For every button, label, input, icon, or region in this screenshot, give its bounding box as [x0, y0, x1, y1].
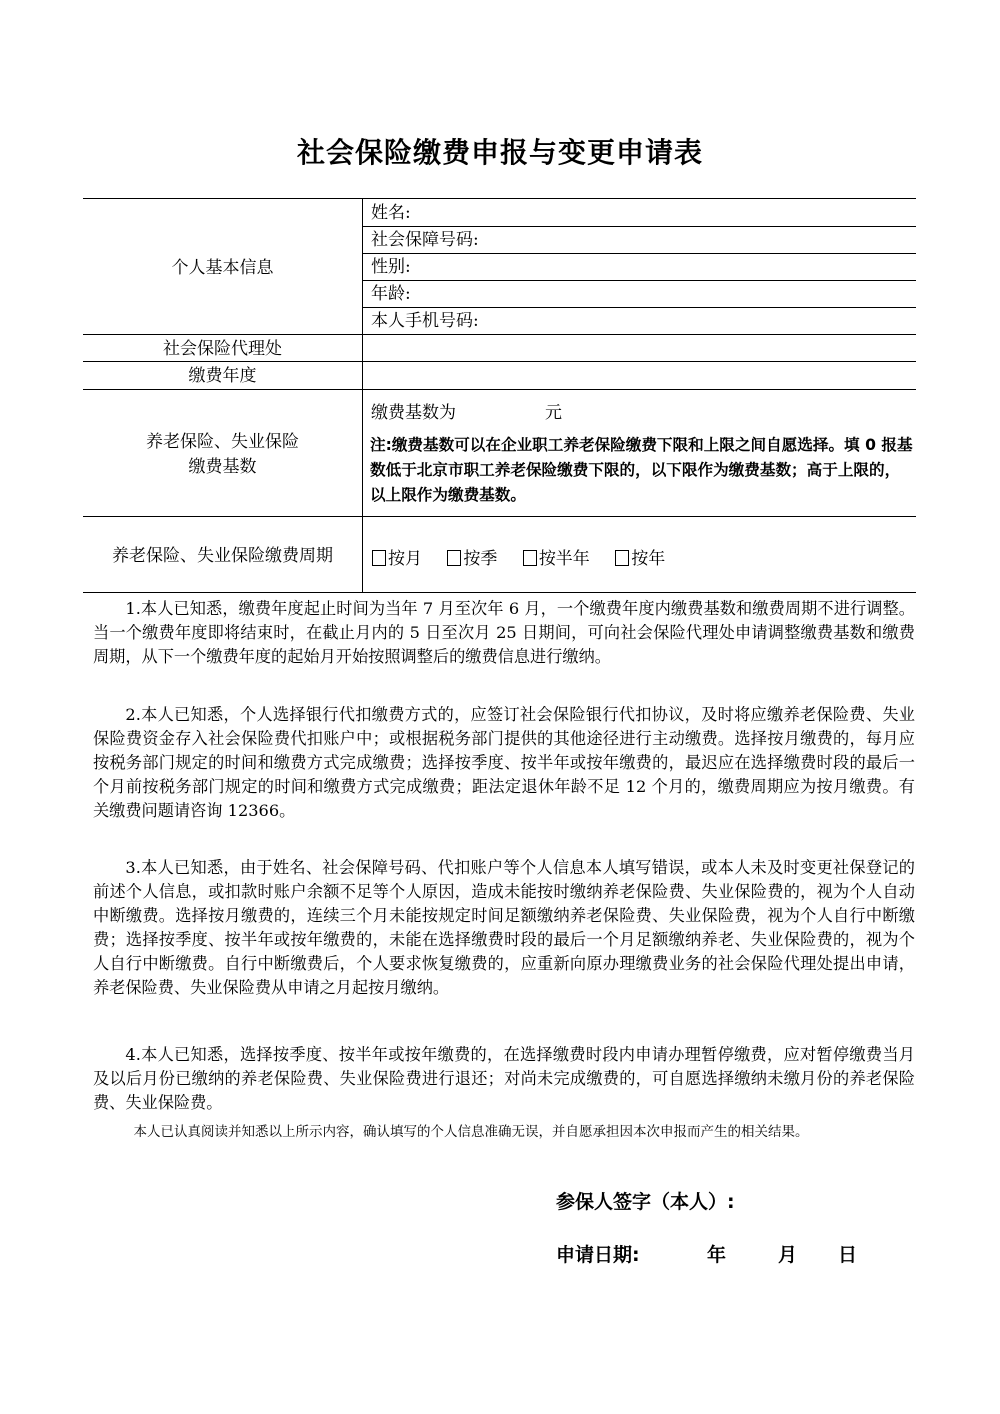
signature-label: 参保人签字（本人）: — [556, 1191, 735, 1213]
row-divider — [83, 334, 916, 335]
payment-year-label: 缴费年度 — [188, 366, 257, 386]
row-divider — [362, 226, 916, 227]
date-month-label: 月 — [778, 1244, 798, 1266]
agency-label: 社会保险代理处 — [163, 339, 282, 359]
row-divider — [83, 389, 916, 390]
checkbox[interactable] — [523, 550, 537, 566]
row-divider — [362, 280, 916, 281]
personal-info-label: 个人基本信息 — [171, 258, 274, 278]
date-year-label: 年 — [707, 1244, 727, 1266]
cycle-label: 养老保险、失业保险缴费周期 — [112, 546, 333, 566]
checkbox[interactable] — [447, 550, 461, 566]
notice-paragraph-4: 4.本人已知悉，选择按季度、按半年或按年缴费的，在选择缴费时段内申请办理暂停缴费，应对暂停缴费当月及以后月份已缴纳的养老保险费、失业保险费进行退还；对尚未完成缴费的，可自愿选择缴纳未缴月份的养老保险费、失业保险费。 — [93, 1045, 915, 1112]
cycle-option-monthly[interactable]: 按月 — [372, 544, 422, 569]
phone-field[interactable]: 本人手机号码: — [371, 311, 479, 331]
base-label-line2: 缴费基数 — [188, 456, 257, 477]
row-divider — [83, 516, 916, 517]
cycle-option-quarterly[interactable]: 按季 — [447, 544, 497, 569]
row-divider — [362, 253, 916, 254]
ssn-field[interactable]: 社会保障号码: — [371, 230, 479, 250]
table-border-bottom — [83, 592, 916, 593]
name-field[interactable]: 姓名: — [371, 203, 411, 223]
base-amount-prefix: 缴费基数为 — [371, 403, 456, 423]
row-divider — [362, 307, 916, 308]
checkbox[interactable] — [615, 550, 629, 566]
date-day-label: 日 — [838, 1244, 858, 1266]
base-note: 注:缴费基数可以在企业职工养老保险缴费下限和上限之间自愿选择。填 0 报基数低于北京市职工养老保险缴费下限的，以下限作为缴费基数；高于上限的，以上限作为缴费基数。 — [370, 436, 913, 504]
confirmation-statement: 本人已认真阅读并知悉以上所示内容，确认填写的个人信息准确无误，并自愿承担因本次申报而产生的相关结果。 — [133, 1124, 809, 1140]
application-date-label: 申请日期: — [556, 1244, 640, 1266]
base-amount-unit: 元 — [545, 403, 562, 423]
notice-paragraph-1: 1.本人已知悉，缴费年度起止时间为当年 7 月至次年 6 月，一个缴费年度内缴费基数和缴费周期不进行调整。当一个缴费年度即将结束时，在截止月内的 5 日至次月 25 日期间，可向社会保险代理处申请调整缴费基数和缴费周期，从下一个缴费年度的起始月开始按照调整后的缴费信息进行缴纳。 — [93, 599, 915, 666]
cycle-options — [372, 544, 685, 569]
table-border-top — [83, 198, 916, 199]
base-label — [83, 430, 362, 479]
age-field[interactable]: 年龄: — [371, 284, 411, 304]
page-title: 社会保险缴费申报与变更申请表 — [296, 136, 703, 169]
notice-paragraph-2: 2.本人已知悉，个人选择银行代扣缴费方式的，应签订社会保险银行代扣协议，及时将应缴养老保险费、失业保险费资金存入社会保险费代扣账户中；或根据税务部门提供的其他途径进行主动缴费。选择按月缴费的，每月应按税务部门规定的时间和缴费方式完成缴费；选择按季度、按半年或按年缴费的，最迟应在选择缴费时段的最后一个月前按税务部门规定的时间和缴费方式完成缴费；距法定退休年龄不足 12 个月的，缴费周期应为按月缴费。有关缴费问题请咨询 12366。 — [93, 705, 915, 820]
cycle-option-half-year[interactable]: 按半年 — [523, 544, 590, 569]
checkbox[interactable] — [372, 550, 386, 566]
notice-paragraph-3: 3.本人已知悉，由于姓名、社会保障号码、代扣账户等个人信息本人填写错误，或本人未及时变更社保登记的前述个人信息，或扣款时账户余额不足等个人原因，造成未能按时缴纳养老保险费、失业保险费的，视为个人自动中断缴费。选择按月缴费的，连续三个月未能按规定时间足额缴纳养老保险费、失业保险费，视为个人自行中断缴费；选择按季度、按半年或按年缴费的，未能在选择缴费时段的最后一个月足额缴纳养老、失业保险费的，视为个人自行中断缴费。自行中断缴费后，个人要求恢复缴费的，应重新向原办理缴费业务的社会保险代理处提出申请，养老保险费、失业保险费从申请之月起按月缴纳。 — [93, 858, 915, 997]
base-label-line1: 养老保险、失业保险 — [146, 432, 299, 452]
gender-field[interactable]: 性别: — [371, 257, 411, 277]
column-divider — [362, 198, 363, 592]
cycle-option-yearly[interactable]: 按年 — [615, 544, 665, 569]
